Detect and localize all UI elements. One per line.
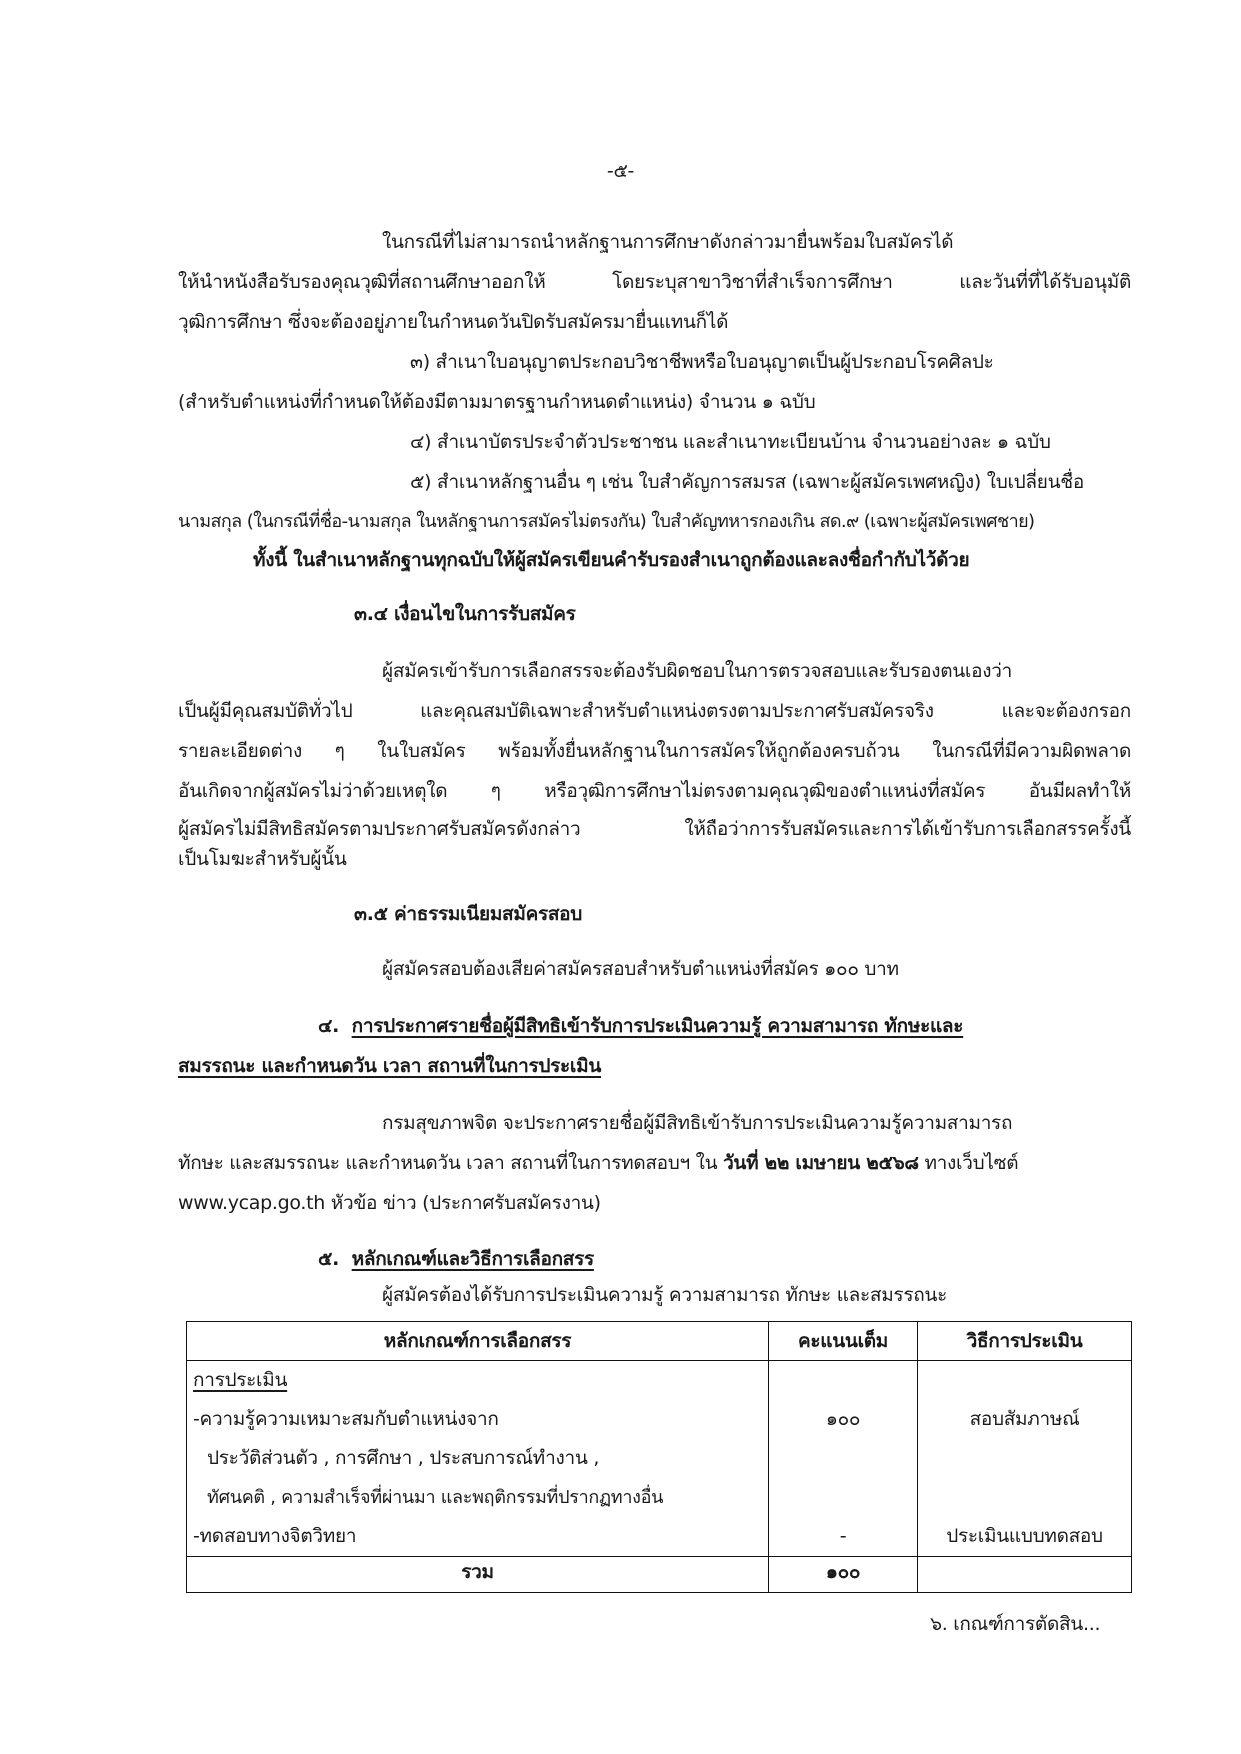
certification-note: ทั้งนี้ ในสำเนาหลักฐานทุกฉบับให้ผู้สมัครเขียนคำรับรองสำเนาถูกต้องและลงชื่อกำกับไว้ด้วย [253, 549, 970, 571]
section-3-5-heading: ๓.๕ ค่าธรรมเนียมสมัครสอบ [354, 903, 583, 925]
header-criteria: หลักเกณฑ์การเลือกสรร [187, 1322, 769, 1361]
section-5-number: ๕. [318, 1248, 339, 1270]
score-value: ๑๐๐ [825, 1408, 861, 1430]
criteria-line: ทัศนคติ , ความสำเร็จที่ผ่านมา และพฤติกรรมที่ปรากฏทางอื่น [207, 1487, 664, 1508]
method-value: สอบสัมภาษณ์ [969, 1408, 1080, 1430]
section-4-body-text: ทักษะ และสมรรถนะ และกำหนดวัน เวลา สถานที่ในการทดสอบฯ ใน [178, 1152, 724, 1174]
section-4-title: การประกาศรายชื่อผู้มีสิทธิเข้ารับการประเมินความรู้ ความสามารถ ทักษะและ [351, 1015, 964, 1037]
section-4-heading [318, 1012, 963, 1040]
selection-criteria-table [186, 1321, 1132, 1593]
criteria-line: -ความรู้ความเหมาะสมกับตำแหน่งจาก [193, 1408, 499, 1430]
section-4-body-text: ทางเว็บไซต์ [918, 1152, 1019, 1174]
continuation-marker: ๖. เกณฑ์การตัดสิน... [930, 1613, 1101, 1635]
section-5-body-line: ผู้สมัครต้องได้รับการประเมินความรู้ ความสามารถ ทักษะ และสมรรถนะ [382, 1284, 948, 1306]
criteria-cell [187, 1361, 769, 1557]
paragraph-line: วุฒิการศึกษา ซึ่งจะต้องอยู่ภายในกำหนดวันปิดรับสมัครมายื่นแทนก็ได้ [178, 311, 729, 333]
section-3-4-line: ผู้สมัครเข้ารับการเลือกสรรจะต้องรับผิดชอบในการตรวจสอบและรับรองตนเองว่า [382, 660, 1012, 682]
section-3-4-heading: ๓.๔ เงื่อนไขในการรับสมัคร [354, 603, 576, 625]
list-item-5: ๕) สำเนาหลักฐานอื่น ๆ เช่น ใบสำคัญการสมรส (เฉพาะผู้สมัครเพศหญิง) ใบเปลี่ยนชื่อ [410, 471, 1085, 493]
section-3-4-line: เป็นผู้มีคุณสมบัติทั่วไป และคุณสมบัติเฉพาะสำหรับตำแหน่งตรงตามประกาศรับสมัครจริง และจะต้องกรอก [178, 700, 1131, 722]
section-3-4-line: รายละเอียดต่าง ๆ ในใบสมัคร พร้อมทั้งยื่นหลักฐานในการสมัครให้ถูกต้องครบถ้วน ในกรณีที่มีความผิดพลาด [178, 740, 1131, 762]
list-item-3: ๓) สำเนาใบอนุญาตประกอบวิชาชีพหรือใบอนุญาตเป็นผู้ประกอบโรคศิลปะ [410, 351, 994, 373]
score-cell [769, 1361, 918, 1557]
list-item-3-continued: (สำหรับตำแหน่งที่กำหนดให้ต้องมีตามมาตรฐานกำหนดตำแหน่ง) จำนวน ๑ ฉบับ [178, 391, 816, 413]
section-5-title: หลักเกณฑ์และวิธีการเลือกสรร [351, 1248, 594, 1270]
method-value: ประเมินแบบทดสอบ [946, 1525, 1103, 1547]
table-header-row [187, 1322, 1132, 1361]
page-number: -๕- [606, 160, 635, 182]
group-title: การประเมิน [193, 1369, 288, 1391]
header-method: วิธีการประเมิน [918, 1322, 1132, 1361]
section-4-title-continued: สมรรถนะ และกำหนดวัน เวลา สถานที่ในการประเมิน [178, 1055, 602, 1077]
method-cell [918, 1361, 1132, 1557]
section-4-body-line [178, 1149, 1018, 1177]
section-3-4-line: อันเกิดจากผู้สมัครไม่ว่าด้วยเหตุใด ๆ หรือวุฒิการศึกษาไม่ตรงตามคุณวุฒิของตำแหน่งที่สมัคร อันมีผลทำให้ [178, 780, 1131, 802]
criteria-line: ประวัติส่วนตัว , การศึกษา , ประสบการณ์ทำงาน , [207, 1447, 600, 1469]
score-value: - [839, 1525, 847, 1547]
total-label: รวม [187, 1557, 769, 1593]
table-total-row [187, 1557, 1132, 1593]
section-4-body-line [178, 1189, 601, 1217]
section-4-body-text: หัวข้อ ข่าว (ประกาศรับสมัครงาน) [325, 1192, 601, 1214]
section-5-heading [318, 1245, 594, 1273]
section-4-body-line: กรมสุขภาพจิต จะประกาศรายชื่อผู้มีสิทธิเข้ารับการประเมินความรู้ความสามารถ [382, 1112, 1013, 1134]
section-3-4-line: เป็นโมฆะสำหรับผู้นั้น [178, 848, 347, 870]
section-3-5-text: ผู้สมัครสอบต้องเสียค่าสมัครสอบสำหรับตำแหน่งที่สมัคร ๑๐๐ บาท [382, 958, 899, 980]
section-3-4-line: ผู้สมัครไม่มีสิทธิสมัครตามประกาศรับสมัครดังกล่าว ให้ถือว่าการรับสมัครและการได้เข้ารับการเลือกสรรครั้งนี้ [178, 818, 1131, 840]
paragraph-line: ให้นำหนังสือรับรองคุณวุฒิที่สถานศึกษาออกให้ โดยระบุสาขาวิชาที่สำเร็จการศึกษา และวันที่ที่ได้รับอนุมัติ [178, 271, 1131, 293]
announcement-date: วันที่ ๒๒ เมษายน ๒๕๖๘ [723, 1152, 919, 1174]
paragraph-line: ในกรณีที่ไม่สามารถนำหลักฐานการศึกษาดังกล่าวมายื่นพร้อมใบสมัครได้ [382, 231, 954, 253]
list-item-4: ๔) สำเนาบัตรประจำตัวประชาชน และสำเนาทะเบียนบ้าน จำนวนอย่างละ ๑ ฉบับ [410, 431, 1051, 453]
header-full-score: คะแนนเต็ม [769, 1322, 918, 1361]
section-4-number: ๔. [318, 1015, 339, 1037]
website-link[interactable]: www.ycap.go.th [178, 1192, 326, 1214]
total-score: ๑๐๐ [769, 1557, 918, 1593]
list-item-5-continued: นามสกุล (ในกรณีที่ชื่อ-นามสกุล ในหลักฐานการสมัครไม่ตรงกัน) ใบสำคัญทหารกองเกิน สด.๙ (เฉพาะผู้สมัครเพศชาย) [178, 511, 1035, 532]
total-method-empty [918, 1557, 1132, 1593]
criteria-line: -ทดสอบทางจิตวิทยา [193, 1525, 357, 1547]
table-row [187, 1361, 1132, 1557]
